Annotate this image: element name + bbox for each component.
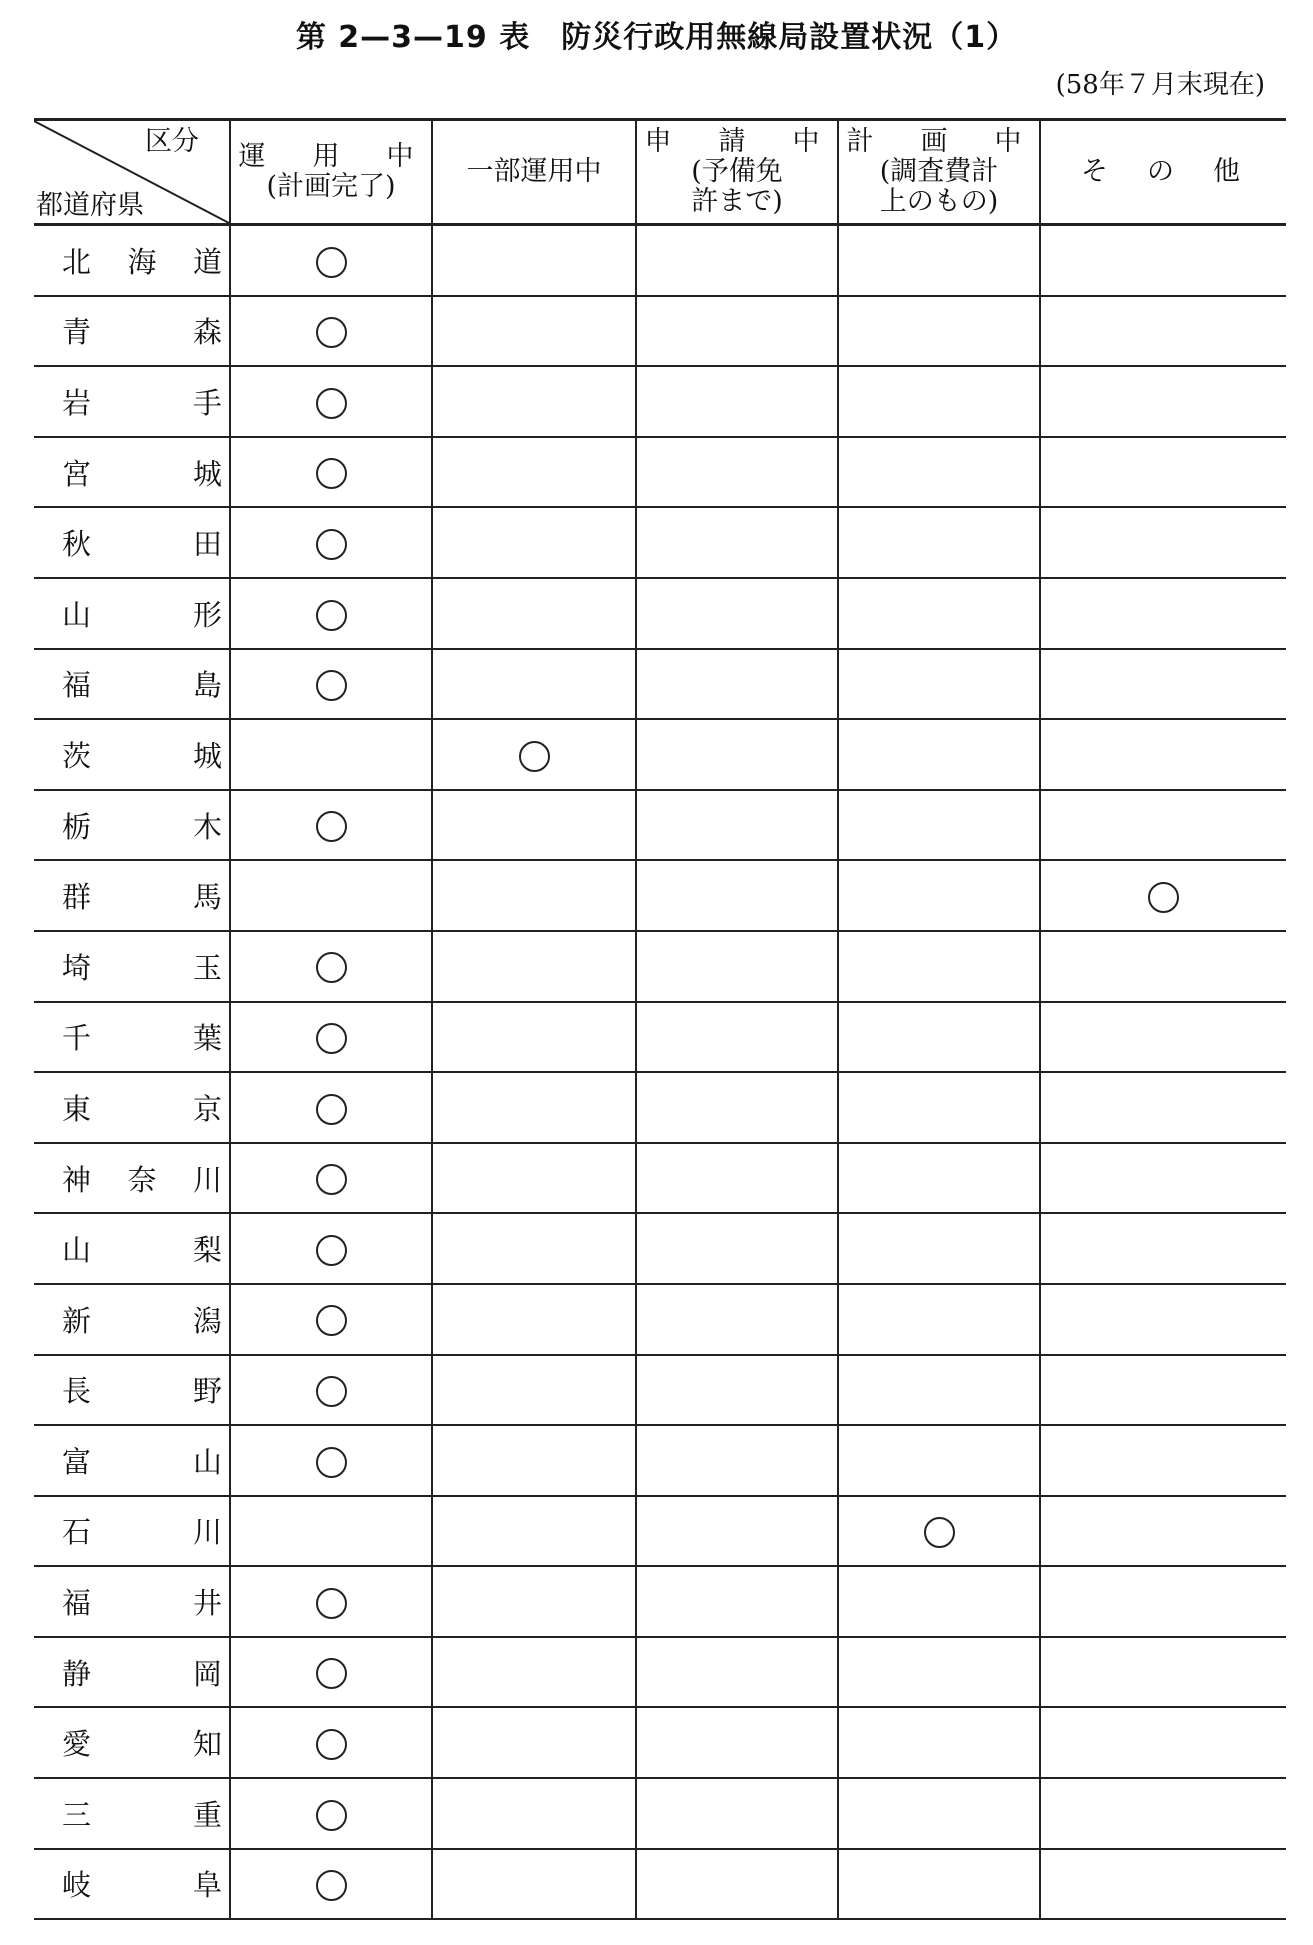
status-cell-other — [1040, 1707, 1286, 1778]
status-cell-operating — [230, 296, 432, 367]
column-header-note: 上のもの) — [879, 186, 999, 217]
circle-mark-icon — [316, 1235, 347, 1266]
status-cell-partial — [432, 1355, 636, 1426]
prefecture-name: 愛知 — [62, 1727, 222, 1762]
status-cell-operating — [230, 1566, 432, 1637]
prefecture-name: 福井 — [62, 1586, 222, 1621]
prefecture-cell — [34, 1143, 230, 1214]
column-header-line: 申 請 中 — [644, 126, 830, 157]
status-cell-planning — [838, 1143, 1040, 1214]
prefecture-name: 石川 — [62, 1515, 222, 1550]
status-cell-applying — [636, 1213, 838, 1284]
status-cell-operating — [230, 1072, 432, 1143]
column-header-operating — [230, 120, 432, 225]
prefecture-cell — [34, 649, 230, 720]
status-cell-operating — [230, 1707, 432, 1778]
column-header-partial — [432, 120, 636, 225]
status-cell-operating — [230, 1637, 432, 1708]
table-row — [34, 931, 1286, 1002]
status-cell-planning — [838, 225, 1040, 296]
prefecture-name: 長野 — [62, 1374, 222, 1409]
column-header-line: 一部運用中 — [466, 156, 602, 187]
prefecture-cell — [34, 790, 230, 861]
circle-mark-icon — [316, 1870, 347, 1901]
prefecture-name: 山形 — [62, 597, 222, 632]
status-cell-operating — [230, 1143, 432, 1214]
prefecture-cell — [34, 1637, 230, 1708]
table-row — [34, 1213, 1286, 1284]
prefecture-cell — [34, 1566, 230, 1637]
circle-mark-icon — [316, 670, 347, 701]
table-row — [34, 1637, 1286, 1708]
status-cell-applying — [636, 649, 838, 720]
radio-station-status-table — [34, 118, 1286, 1920]
prefecture-cell — [34, 1496, 230, 1567]
status-cell-planning — [838, 719, 1040, 790]
table-row — [34, 1707, 1286, 1778]
prefecture-name: 青森 — [62, 315, 222, 350]
table-row — [34, 1496, 1286, 1567]
prefecture-cell — [34, 225, 230, 296]
table-row — [34, 790, 1286, 861]
table-row — [34, 649, 1286, 720]
status-cell-applying — [636, 1778, 838, 1849]
table-row — [34, 1072, 1286, 1143]
status-cell-planning — [838, 507, 1040, 578]
prefecture-name: 群馬 — [62, 880, 222, 915]
status-cell-partial — [432, 1072, 636, 1143]
status-cell-planning — [838, 1002, 1040, 1073]
status-cell-planning — [838, 931, 1040, 1002]
status-cell-applying — [636, 578, 838, 649]
status-cell-other — [1040, 649, 1286, 720]
status-cell-partial — [432, 649, 636, 720]
status-cell-other — [1040, 1849, 1286, 1920]
circle-mark-icon — [316, 1447, 347, 1478]
status-cell-other — [1040, 1072, 1286, 1143]
prefecture-cell — [34, 1072, 230, 1143]
status-cell-applying — [636, 1072, 838, 1143]
table-body — [34, 225, 1286, 1920]
prefecture-cell — [34, 1213, 230, 1284]
header-row — [34, 120, 1286, 225]
circle-mark-icon — [1148, 882, 1179, 913]
status-cell-applying — [636, 1849, 838, 1920]
circle-mark-icon — [316, 529, 347, 560]
circle-mark-icon — [924, 1517, 955, 1548]
status-cell-applying — [636, 1284, 838, 1355]
prefecture-name: 富山 — [62, 1444, 222, 1479]
status-cell-operating — [230, 790, 432, 861]
status-cell-other — [1040, 1143, 1286, 1214]
status-cell-operating — [230, 719, 432, 790]
status-cell-partial — [432, 507, 636, 578]
status-cell-planning — [838, 1707, 1040, 1778]
status-cell-operating — [230, 507, 432, 578]
table-row — [34, 578, 1286, 649]
prefecture-cell — [34, 1002, 230, 1073]
corner-bottom-label: 都道府県 — [36, 190, 144, 221]
status-cell-partial — [432, 1002, 636, 1073]
status-cell-other — [1040, 1566, 1286, 1637]
status-cell-partial — [432, 225, 636, 296]
column-header-note: (計画完了) — [266, 171, 396, 202]
status-cell-applying — [636, 931, 838, 1002]
prefecture-cell — [34, 437, 230, 508]
status-cell-partial — [432, 366, 636, 437]
prefecture-cell — [34, 1425, 230, 1496]
prefecture-name: 宮城 — [62, 456, 222, 491]
prefecture-cell — [34, 366, 230, 437]
status-cell-other — [1040, 1425, 1286, 1496]
status-cell-operating — [230, 578, 432, 649]
status-cell-other — [1040, 1002, 1286, 1073]
status-cell-applying — [636, 1355, 838, 1426]
status-cell-applying — [636, 507, 838, 578]
circle-mark-icon — [316, 388, 347, 419]
status-cell-applying — [636, 790, 838, 861]
prefecture-name: 栃木 — [62, 809, 222, 844]
status-cell-operating — [230, 1213, 432, 1284]
status-cell-planning — [838, 1849, 1040, 1920]
column-header-other — [1040, 120, 1286, 225]
status-cell-other — [1040, 578, 1286, 649]
table-row — [34, 860, 1286, 931]
status-cell-applying — [636, 1566, 838, 1637]
status-cell-planning — [838, 1213, 1040, 1284]
column-header-planning — [838, 120, 1040, 225]
status-cell-applying — [636, 1002, 838, 1073]
column-header-note: (予備免 — [691, 156, 783, 187]
prefecture-name: 北海道 — [62, 244, 222, 279]
prefecture-name: 新潟 — [62, 1303, 222, 1338]
table-row — [34, 1284, 1286, 1355]
prefecture-cell — [34, 578, 230, 649]
status-cell-operating — [230, 1778, 432, 1849]
status-cell-applying — [636, 437, 838, 508]
circle-mark-icon — [316, 247, 347, 278]
status-cell-planning — [838, 366, 1040, 437]
prefecture-name: 山梨 — [62, 1233, 222, 1268]
status-cell-planning — [838, 296, 1040, 367]
circle-mark-icon — [316, 1588, 347, 1619]
status-cell-partial — [432, 1213, 636, 1284]
status-cell-partial — [432, 578, 636, 649]
status-cell-operating — [230, 1496, 432, 1567]
prefecture-name: 茨城 — [62, 738, 222, 773]
prefecture-name: 東京 — [62, 1091, 222, 1126]
status-cell-partial — [432, 719, 636, 790]
table-row — [34, 437, 1286, 508]
status-cell-operating — [230, 225, 432, 296]
prefecture-name: 三重 — [62, 1797, 222, 1832]
table-row — [34, 1002, 1286, 1073]
status-cell-planning — [838, 1496, 1040, 1567]
status-cell-planning — [838, 1566, 1040, 1637]
prefecture-name: 千葉 — [62, 1021, 222, 1056]
status-cell-other — [1040, 719, 1286, 790]
status-cell-operating — [230, 366, 432, 437]
status-cell-operating — [230, 1002, 432, 1073]
table-row — [34, 1425, 1286, 1496]
circle-mark-icon — [316, 1376, 347, 1407]
prefecture-name: 静岡 — [62, 1656, 222, 1691]
table-row — [34, 719, 1286, 790]
prefecture-cell — [34, 507, 230, 578]
table-row — [34, 296, 1286, 367]
status-cell-operating — [230, 1849, 432, 1920]
prefecture-cell — [34, 1284, 230, 1355]
corner-top-label: 区分 — [145, 126, 199, 157]
table-row — [34, 225, 1286, 296]
table-row — [34, 507, 1286, 578]
prefecture-cell — [34, 296, 230, 367]
status-cell-applying — [636, 1425, 838, 1496]
status-cell-other — [1040, 1637, 1286, 1708]
prefecture-cell — [34, 1778, 230, 1849]
status-cell-planning — [838, 1637, 1040, 1708]
status-cell-partial — [432, 1425, 636, 1496]
status-cell-planning — [838, 860, 1040, 931]
prefecture-cell — [34, 719, 230, 790]
status-cell-operating — [230, 649, 432, 720]
status-cell-other — [1040, 437, 1286, 508]
status-cell-planning — [838, 1778, 1040, 1849]
status-cell-applying — [636, 1637, 838, 1708]
status-cell-partial — [432, 1849, 636, 1920]
status-cell-other — [1040, 931, 1286, 1002]
prefecture-cell — [34, 1849, 230, 1920]
status-cell-applying — [636, 366, 838, 437]
table-row — [34, 1143, 1286, 1214]
circle-mark-icon — [316, 1305, 347, 1336]
circle-mark-icon — [316, 952, 347, 983]
status-cell-partial — [432, 1566, 636, 1637]
status-cell-partial — [432, 860, 636, 931]
status-cell-partial — [432, 296, 636, 367]
status-cell-partial — [432, 931, 636, 1002]
status-cell-planning — [838, 1072, 1040, 1143]
status-cell-partial — [432, 1496, 636, 1567]
column-header-applying — [636, 120, 838, 225]
circle-mark-icon — [316, 1729, 347, 1760]
prefecture-cell — [34, 1355, 230, 1426]
status-cell-planning — [838, 437, 1040, 508]
status-cell-operating — [230, 1355, 432, 1426]
circle-mark-icon — [316, 317, 347, 348]
status-cell-partial — [432, 437, 636, 508]
status-cell-other — [1040, 1284, 1286, 1355]
circle-mark-icon — [316, 811, 347, 842]
circle-mark-icon — [316, 458, 347, 489]
status-cell-planning — [838, 578, 1040, 649]
status-cell-planning — [838, 790, 1040, 861]
status-cell-partial — [432, 1637, 636, 1708]
status-cell-operating — [230, 860, 432, 931]
circle-mark-icon — [316, 600, 347, 631]
column-header-line: 運 用 中 — [238, 141, 424, 172]
column-header-line: 計 画 中 — [846, 126, 1032, 157]
status-cell-other — [1040, 1496, 1286, 1567]
prefecture-cell — [34, 931, 230, 1002]
column-header-line: そ の 他 — [1081, 156, 1246, 187]
status-cell-applying — [636, 1143, 838, 1214]
circle-mark-icon — [316, 1094, 347, 1125]
table-row — [34, 366, 1286, 437]
circle-mark-icon — [316, 1164, 347, 1195]
status-cell-operating — [230, 931, 432, 1002]
prefecture-name: 福島 — [62, 668, 222, 703]
circle-mark-icon — [316, 1023, 347, 1054]
status-cell-partial — [432, 1778, 636, 1849]
prefecture-name: 岩手 — [62, 385, 222, 420]
status-cell-applying — [636, 860, 838, 931]
status-cell-planning — [838, 1355, 1040, 1426]
status-cell-other — [1040, 1213, 1286, 1284]
prefecture-name: 秋田 — [62, 527, 222, 562]
status-cell-applying — [636, 1707, 838, 1778]
table-row — [34, 1355, 1286, 1426]
circle-mark-icon — [316, 1800, 347, 1831]
as-of-date: (58年７月末現在) — [1055, 70, 1265, 100]
table-row — [34, 1778, 1286, 1849]
status-cell-other — [1040, 296, 1286, 367]
status-cell-partial — [432, 1707, 636, 1778]
status-cell-applying — [636, 296, 838, 367]
status-cell-other — [1040, 225, 1286, 296]
column-header-note: 許まで) — [691, 186, 783, 217]
status-cell-applying — [636, 719, 838, 790]
status-cell-other — [1040, 507, 1286, 578]
status-cell-planning — [838, 1284, 1040, 1355]
status-cell-planning — [838, 649, 1040, 720]
status-cell-other — [1040, 860, 1286, 931]
status-cell-partial — [432, 790, 636, 861]
corner-header — [34, 120, 230, 225]
status-cell-applying — [636, 225, 838, 296]
prefecture-name: 埼玉 — [62, 950, 222, 985]
status-cell-other — [1040, 790, 1286, 861]
status-cell-operating — [230, 1284, 432, 1355]
prefecture-name: 神奈川 — [62, 1162, 222, 1197]
status-cell-applying — [636, 1496, 838, 1567]
prefecture-name: 岐阜 — [62, 1868, 222, 1903]
status-cell-partial — [432, 1143, 636, 1214]
status-cell-other — [1040, 366, 1286, 437]
status-cell-operating — [230, 437, 432, 508]
status-cell-planning — [838, 1425, 1040, 1496]
circle-mark-icon — [316, 1658, 347, 1689]
status-cell-partial — [432, 1284, 636, 1355]
page-title: 第 2—3—19 表 防災行政用無線局設置状況（1） — [295, 20, 1018, 55]
status-cell-other — [1040, 1778, 1286, 1849]
prefecture-cell — [34, 1707, 230, 1778]
table-row — [34, 1849, 1286, 1920]
column-header-note: (調査費計 — [879, 156, 999, 187]
circle-mark-icon — [519, 741, 550, 772]
status-cell-operating — [230, 1425, 432, 1496]
status-cell-other — [1040, 1355, 1286, 1426]
table-row — [34, 1566, 1286, 1637]
prefecture-cell — [34, 860, 230, 931]
